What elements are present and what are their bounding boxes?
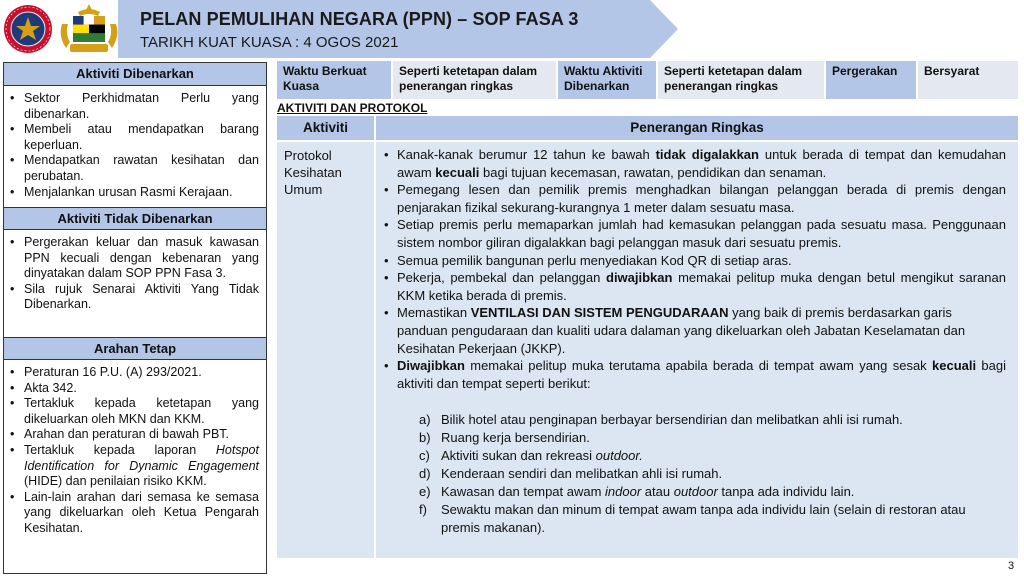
- section-label: AKTIVITI DAN PROTOKOL: [277, 101, 428, 115]
- penerangan-list: [384, 146, 1006, 536]
- text: Kenderaan sendiri dan melibatkan ahli isi rumah.: [441, 466, 723, 482]
- malaysia-crest-icon: [56, 2, 122, 56]
- arahan-tetap-heading: Arahan Tetap: [4, 337, 266, 360]
- list-item: [384, 357, 1006, 536]
- emphasis: VENTILASI DAN SISTEM PENGUDARAAN: [470, 305, 729, 321]
- header: [0, 0, 1024, 58]
- waktu-aktiviti-value: Seperti ketetapan dalam penerangan ringkas: [658, 61, 824, 99]
- text: Pekerja, pembekal dan pelanggan: [397, 270, 606, 286]
- emphasis: outdoor: [673, 484, 718, 500]
- text: Kanak-kanak berumur 12 tahun ke bawah: [397, 147, 656, 162]
- sub-list-item: [419, 447, 1006, 465]
- column-header-penerangan: Penerangan Ringkas: [376, 116, 1018, 140]
- aktiviti-tidak-dibenarkan-heading: Aktiviti Tidak Dibenarkan: [4, 207, 266, 230]
- aktiviti-tidak-dibenarkan-list: [4, 230, 266, 337]
- list-item: [384, 146, 1006, 181]
- emphasis: kecuali: [435, 164, 480, 180]
- sub-list-item: [419, 501, 1006, 536]
- page-title: PELAN PEMULIHAN NEGARA (PPN) – SOP FASA 3: [140, 9, 579, 29]
- sub-list-item: [419, 483, 1006, 501]
- penerangan-cell: [376, 142, 1018, 558]
- list-item: • Semua pemilik bangunan perlu menyediakan Kod QR di setiap aras.: [384, 252, 1006, 270]
- list-item: • Setiap premis perlu memaparkan jumlah had kemasukan pelanggan pada sesuatu masa. Penggunaan sistem nombor giliran digalakkan bagi pelanggan masuk dari sesuatu premis.: [384, 216, 1006, 251]
- exception-list: [397, 411, 1006, 536]
- nsc-logo-icon: [3, 4, 53, 54]
- sub-letter: c): [419, 448, 430, 464]
- list-item: • Arahan dan peraturan di bawah PBT.: [10, 427, 259, 443]
- list-item: • Menjalankan urusan Rasmi Kerajaan.: [10, 185, 259, 201]
- waktu-aktiviti-label: Waktu Aktiviti Dibenarkan: [558, 61, 656, 99]
- list-item: • Lain-lain arahan dari semasa ke semasa yang dikeluarkan oleh Ketua Pengarah Kesihatan.: [10, 490, 259, 537]
- emphasis: outdoor.: [595, 448, 643, 464]
- list-item: [10, 443, 259, 490]
- list-item-text: Tertakluk kepada laporan: [24, 442, 216, 457]
- emphasis: kecuali: [932, 358, 977, 374]
- aktiviti-dibenarkan-list: [4, 86, 266, 207]
- waktu-berkuat-value: Seperti ketetapan dalam penerangan ringkas: [393, 61, 556, 99]
- pergerakan-label: Pergerakan: [826, 61, 916, 99]
- page-number: 3: [1008, 560, 1015, 572]
- sub-letter: e): [419, 484, 431, 500]
- column-header-aktiviti: Aktiviti: [277, 116, 374, 140]
- text: bagi tujuan kecemasan, rawatan, pendidikan dan senaman.: [479, 164, 827, 180]
- aktiviti-name: Protokol Kesihatan Umum: [284, 148, 342, 197]
- list-item: • Pergerakan keluar dan masuk kawasan PPN kecuali dengan kebenaran yang dinyatakan dalam SOP PPN Fasa 3.: [10, 235, 259, 282]
- sub-letter: f): [419, 502, 427, 518]
- sub-list-item: [419, 411, 1006, 429]
- list-item: • Tertakluk kepada ketetapan yang dikeluarkan oleh MKN dan KKM.: [10, 396, 259, 427]
- left-panel: [3, 62, 267, 574]
- text: atau: [641, 484, 674, 500]
- sub-letter: b): [419, 430, 431, 446]
- emphasis: indoor: [605, 484, 642, 500]
- list-item-text: (HIDE) dan penilaian risiko KKM.: [24, 474, 207, 489]
- text: tanpa ada individu lain.: [717, 484, 855, 500]
- sub-list-item: [419, 465, 1006, 483]
- pergerakan-value: Bersyarat: [918, 61, 1018, 99]
- text: bagi aktiviti dan tempat seperti berikut:: [397, 358, 1006, 391]
- sub-list-item: [419, 429, 1006, 447]
- text: Aktiviti sukan dan rekreasi: [441, 448, 596, 464]
- page-subtitle: TARIKH KUAT KUASA : 4 OGOS 2021: [140, 34, 399, 51]
- list-item: • Membeli atau mendapatkan barang keperluan.: [10, 122, 259, 153]
- text: Sewaktu makan dan minum di tempat awam tanpa ada individu lain (selain di restoran atau premis makanan).: [441, 502, 966, 535]
- text: Kawasan dan tempat awam: [441, 484, 606, 500]
- text: Ruang kerja bersendirian.: [441, 430, 590, 446]
- text: memakai pelitup muka terutama apabila berada di tempat awam yang sesak: [464, 358, 932, 374]
- emphasis: Diwajibkan: [397, 358, 465, 374]
- text: memakai pelitup muka dengan betul mengikut saranan KKM ketika berada di premis.: [397, 270, 1006, 303]
- sub-letter: d): [419, 466, 431, 482]
- text: Memastikan: [397, 305, 471, 321]
- list-item: • Sila rujuk Senarai Aktiviti Yang Tidak Dibenarkan.: [10, 282, 259, 313]
- list-item: [384, 269, 1006, 304]
- list-item: • Mendapatkan rawatan kesihatan dan perubatan.: [10, 153, 259, 184]
- text: yang baik di premis berdasarkan garis panduan pengudaraan dan kualiti udara dalaman yang dikeluarkan oleh Jabatan Keselamatan dan Kesihatan Pekerjaan (JKKP).: [397, 305, 966, 356]
- list-item: • Pemegang lesen dan pemilik premis menghadkan bilangan pelanggan berada di premis dengan penjarakan fizikal sekurang-kurangnya 1 meter dalam sesuatu masa.: [384, 181, 1006, 216]
- aktiviti-cell: [277, 142, 374, 558]
- emphasis: diwajibkan: [606, 270, 673, 286]
- text: untuk berada di tempat dan kemudahan awam: [397, 147, 1006, 180]
- sub-letter: a): [419, 412, 431, 428]
- list-item: • Sektor Perkhidmatan Perlu yang dibenarkan.: [10, 91, 259, 122]
- list-item: [384, 304, 1006, 357]
- aktiviti-dibenarkan-heading: Aktiviti Dibenarkan: [4, 63, 266, 86]
- list-item: • Akta 342.: [10, 381, 259, 397]
- list-item-emphasis: Hotspot Identification for Dynamic Engagement: [24, 442, 259, 473]
- text: Bilik hotel atau penginapan berbayar bersendirian dan melibatkan ahli isi rumah.: [441, 412, 903, 428]
- arahan-tetap-list: [4, 360, 266, 541]
- waktu-berkuat-label: Waktu Berkuat Kuasa: [277, 61, 391, 99]
- list-item: • Peraturan 16 P.U. (A) 293/2021.: [10, 365, 259, 381]
- emphasis: tidak digalakkan: [655, 147, 759, 162]
